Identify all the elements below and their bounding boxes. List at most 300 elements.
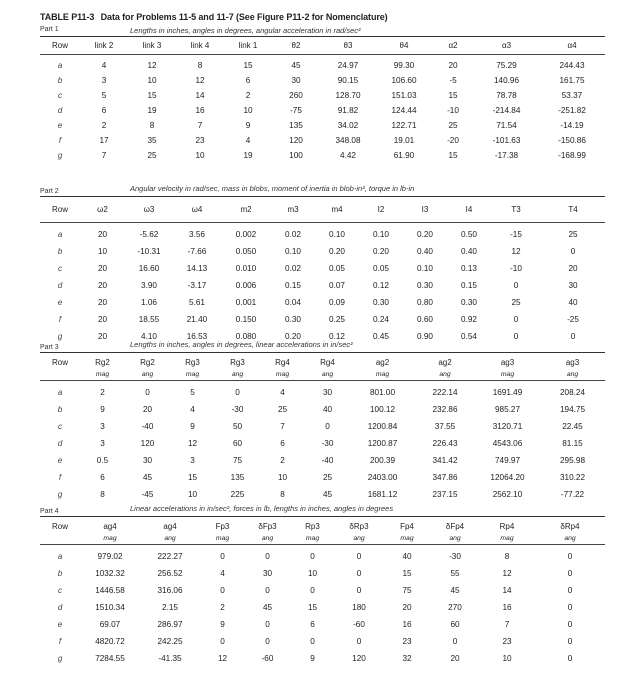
table-row (40, 650, 605, 667)
part4-subheader-1: mag (103, 535, 117, 543)
table-cell: 985.27 (494, 404, 521, 414)
table-cell: 9 (245, 120, 251, 130)
table-cell: 0.50 (461, 229, 477, 239)
part3-subheader-10: ang (566, 371, 579, 379)
table-cell: 208.24 (559, 387, 586, 397)
table-cell: 20 (97, 314, 108, 324)
part2-table (40, 198, 605, 345)
table-cell: 12 (195, 75, 205, 85)
table-cell: 37.55 (434, 421, 456, 431)
part2-header-9: I4 (465, 205, 473, 215)
table-cell: -10 (510, 263, 522, 273)
table-row (40, 486, 605, 503)
table-cell: 7 (101, 150, 107, 160)
table-cell: 10 (187, 489, 198, 499)
table-cell: 0.20 (285, 331, 301, 341)
table-cell: 6 (310, 619, 315, 629)
table-cell: 347.86 (432, 472, 458, 482)
part4-header-5: Rp3 (305, 521, 320, 531)
table-cell: 12 (502, 568, 512, 578)
row-label: d (57, 438, 63, 448)
table-cell: -40 (141, 421, 154, 431)
table-cell: 1681.12 (367, 489, 398, 499)
table-cell: 6 (280, 438, 285, 448)
table-cell: 4 (245, 135, 251, 145)
table-cell: 1691.49 (492, 387, 523, 397)
table-cell: 5.61 (189, 297, 205, 307)
table-cell: 14 (195, 90, 205, 100)
table-title-text: Data for Problems 11-5 and 11-7 (See Figure P11-2 for Nomenclature) (100, 12, 388, 22)
part4-header-9: Rp4 (499, 521, 515, 531)
table-cell: 0 (513, 331, 519, 341)
table-cell: 0.12 (373, 280, 389, 290)
table-cell: 16 (402, 619, 412, 629)
table-cell: 16.53 (186, 331, 208, 341)
table-cell: 16.60 (138, 263, 160, 273)
table-cell: 45 (142, 472, 153, 482)
table-cell: 10 (277, 472, 288, 482)
row-label: a (57, 387, 63, 397)
row-label: d (57, 280, 63, 290)
table-cell: 0 (567, 636, 573, 646)
table-cell: 0 (356, 568, 362, 578)
table-cell: 135 (230, 472, 245, 482)
table-cell: 20 (97, 263, 108, 273)
table-cell: 0.90 (417, 331, 433, 341)
part2-header-1: ω2 (97, 205, 108, 215)
part3-subheader-0 (40, 370, 80, 380)
table-cell: 100 (289, 150, 303, 160)
table-cell: 15 (147, 90, 157, 100)
table-cell: 0 (356, 585, 362, 595)
part1-table (40, 38, 605, 163)
table-cell: 3 (190, 455, 195, 465)
table-cell: 180 (352, 602, 366, 612)
table-row (40, 294, 605, 311)
table-cell: 20 (402, 602, 412, 612)
table-cell: 2.15 (162, 602, 178, 612)
table-cell: 18.55 (138, 314, 160, 324)
part3-header-9: ag3 (500, 357, 515, 367)
row-label: d (57, 602, 63, 612)
table-cell: 0.04 (285, 297, 301, 307)
table-cell: 0.13 (461, 263, 477, 273)
part3-header-8: ag2 (438, 357, 452, 367)
table-cell: 0 (310, 636, 315, 646)
table-cell: -150.86 (558, 135, 586, 145)
table-cell: 20 (448, 60, 458, 70)
table-row (40, 88, 605, 103)
table-cell: 14.13 (186, 263, 208, 273)
table-cell: 60 (450, 619, 460, 629)
part4-subheader-10: ang (564, 535, 576, 543)
part2-header-10: T3 (511, 205, 521, 215)
table-cell: -15 (510, 229, 522, 239)
table-cell: 256.52 (157, 568, 183, 578)
table-cell: 5 (190, 387, 195, 397)
table-cell: 0 (356, 551, 362, 561)
part3-subheader-6: ang (321, 371, 334, 379)
part2-header-6: m4 (331, 205, 343, 215)
table-cell: 2 (280, 455, 285, 465)
table-cell: 12 (147, 60, 157, 70)
table-cell: 0 (265, 551, 270, 561)
part1-header-2: link 3 (142, 41, 162, 51)
table-cell: -40 (321, 455, 334, 465)
table-cell: 0.24 (373, 314, 389, 324)
table-cell: 25 (147, 150, 157, 160)
table-row (40, 548, 605, 565)
part3-header-3: Rg3 (185, 357, 200, 367)
table-cell: 40 (322, 404, 333, 414)
table-cell: 3.90 (141, 280, 157, 290)
part3-header-0: Row (51, 357, 68, 367)
table-cell: 10 (307, 568, 318, 578)
table-cell: 2 (220, 602, 225, 612)
table-cell: 0 (513, 280, 519, 290)
table-cell: 19 (147, 105, 157, 115)
table-cell: 20 (568, 263, 578, 273)
row-label: f (58, 135, 62, 145)
table-cell: 124.44 (391, 105, 417, 115)
part3-label: Part 3 (40, 344, 59, 351)
table-row (40, 260, 605, 277)
table-cell: -20 (447, 135, 459, 145)
table-cell: 0.10 (329, 229, 345, 239)
table-cell: 30 (291, 75, 301, 85)
table-cell: 8 (149, 120, 155, 130)
row-label: g (57, 150, 63, 160)
part1-header-5: θ2 (291, 41, 301, 51)
table-cell: 1.06 (141, 297, 157, 307)
table-row (40, 401, 605, 418)
table-cell: 295.98 (559, 455, 586, 465)
table-cell: 81.15 (562, 438, 583, 448)
table-row (40, 311, 605, 328)
table-cell: 0.05 (329, 263, 345, 273)
table-cell: 4 (190, 404, 195, 414)
table-cell: 0 (567, 619, 573, 629)
part4-header-8: δFp4 (445, 521, 465, 531)
table-cell: 50 (232, 421, 243, 431)
table-cell: 10 (502, 653, 512, 663)
table-cell: 194.75 (559, 404, 586, 414)
table-cell: 151.03 (391, 90, 417, 100)
table-cell: -10.31 (137, 246, 161, 256)
part3-subheader-5: mag (275, 371, 290, 379)
table-cell: 242.25 (157, 636, 183, 646)
table-cell: 1446.58 (95, 585, 125, 595)
table-cell: 0.92 (461, 314, 477, 324)
table-cell: 4820.72 (95, 636, 125, 646)
part4-subheader-5: mag (305, 535, 320, 543)
table-cell: 0.02 (285, 229, 301, 239)
table-cell: 286.97 (157, 619, 183, 629)
table-cell: 0 (265, 636, 270, 646)
row-label: f (58, 314, 62, 324)
row-label: a (57, 60, 63, 70)
part2-header-11: T4 (568, 205, 578, 215)
table-cell: 30 (142, 455, 153, 465)
table-cell: 12064.20 (490, 472, 525, 482)
table-cell: 60 (232, 438, 243, 448)
table-cell: 0.60 (417, 314, 433, 324)
table-cell: 12 (187, 438, 198, 448)
table-cell: 0.080 (235, 331, 257, 341)
part4-subheader-8: ang (449, 535, 461, 543)
table-cell: 20 (97, 280, 108, 290)
table-cell: 2 (245, 90, 251, 100)
table-cell: 0.12 (329, 331, 345, 341)
table-cell: 32 (402, 653, 412, 663)
table-cell: 35 (147, 135, 157, 145)
part3-header-5: Rg4 (275, 357, 290, 367)
table-cell: 2403.00 (367, 472, 398, 482)
part1-header-9: α3 (501, 41, 512, 51)
table-cell: -251.82 (558, 105, 586, 115)
table-cell: 19.01 (393, 135, 415, 145)
part4-header-0: Row (51, 521, 68, 531)
table-cell: 75.29 (496, 60, 517, 70)
table-cell: 30 (262, 568, 273, 578)
table-cell: 0.30 (417, 280, 433, 290)
table-cell: 0.45 (373, 331, 389, 341)
part2-header-0: Row (51, 205, 68, 215)
part4-caption: Linear accelerations in in/sec², forces in lb, lengths in inches, angles in degrees (130, 504, 394, 513)
part3-header-6: Rg4 (320, 357, 335, 367)
table-cell: 0.80 (417, 297, 433, 307)
table-cell: 0.30 (285, 314, 301, 324)
part3-header-4: Rg3 (230, 357, 245, 367)
table-cell: 45 (291, 60, 301, 70)
part1-header-1: link 2 (94, 41, 114, 51)
table-cell: 1032.32 (95, 568, 125, 578)
table-row (40, 582, 605, 599)
table-cell: -3.17 (187, 280, 207, 290)
part1-header-4: link 1 (238, 41, 258, 51)
table-cell: 21.40 (186, 314, 208, 324)
part1-header-8: α2 (448, 41, 458, 51)
table-cell: -17.38 (494, 150, 519, 160)
part3-subheader-8: ang (439, 371, 451, 379)
part3-caption: Lengths in inches, angles in degrees, linear accelerations in in/sec² (130, 340, 353, 349)
part4-header-1: ag4 (103, 521, 117, 531)
table-cell: 260 (289, 90, 303, 100)
part4-top-rule (40, 516, 605, 517)
table-cell: 4 (280, 387, 285, 397)
table-cell: 0.40 (461, 246, 477, 256)
table-cell: 0.09 (329, 297, 345, 307)
table-cell: -25 (567, 314, 579, 324)
table-cell: 40 (402, 551, 412, 561)
table-cell: 0.07 (329, 280, 345, 290)
table-cell: -60 (353, 619, 365, 629)
part3-subheader-2: ang (141, 371, 154, 379)
table-cell: 0 (235, 387, 240, 397)
table-cell: 19 (243, 150, 253, 160)
table-cell: 15 (402, 568, 412, 578)
table-cell: 0.20 (373, 246, 389, 256)
table-cell: 0.050 (235, 246, 257, 256)
table-cell: 69.07 (99, 619, 121, 629)
part3-top-rule (40, 352, 605, 353)
table-cell: -30 (231, 404, 244, 414)
table-cell: 5 (101, 90, 107, 100)
table-cell: 0 (310, 551, 315, 561)
table-cell: 128.70 (335, 90, 361, 100)
table-cell: -77.22 (560, 489, 585, 499)
table-cell: 0.001 (235, 297, 257, 307)
table-row (40, 599, 605, 616)
part4-subheader-3: mag (215, 535, 230, 543)
table-cell: 4 (101, 60, 107, 70)
table-cell: 0 (570, 331, 576, 341)
table-cell: 24.97 (337, 60, 359, 70)
table-cell: 6 (100, 472, 105, 482)
table-cell: 226.43 (432, 438, 458, 448)
part4-header-2: ag4 (163, 521, 177, 531)
table-cell: 0.002 (235, 229, 257, 239)
table-cell: 0.30 (461, 297, 477, 307)
table-cell: 7 (197, 120, 203, 130)
table-cell: 0.010 (235, 263, 257, 273)
table-cell: 0 (265, 619, 270, 629)
table-row (40, 133, 605, 148)
part4-subheader-6: ang (353, 535, 365, 543)
table-cell: -168.99 (558, 150, 586, 160)
table-cell: 0.006 (235, 280, 257, 290)
table-cell: 7 (280, 421, 285, 431)
part3-header-7: ag2 (375, 357, 390, 367)
part3-subheader-9: mag (500, 371, 515, 379)
table-cell: 0 (265, 585, 270, 595)
table-cell: 232.86 (432, 404, 458, 414)
table-cell: 0 (220, 551, 225, 561)
part2-header-8: I3 (421, 205, 429, 215)
row-label: b (57, 246, 63, 256)
table-cell: -30 (321, 438, 334, 448)
table-cell: 71.54 (496, 120, 517, 130)
table-cell: 270 (448, 602, 462, 612)
row-label: b (57, 568, 63, 578)
table-cell: 0.10 (417, 263, 433, 273)
table-cell: 120 (140, 438, 155, 448)
table-cell: 1200.87 (367, 438, 398, 448)
table-cell: 20 (97, 297, 108, 307)
table-cell: 53.37 (561, 90, 583, 100)
table-cell: 0.25 (329, 314, 345, 324)
table-cell: 15 (243, 60, 253, 70)
table-cell: 25 (511, 297, 521, 307)
table-cell: 16 (195, 105, 205, 115)
table-cell: 45 (450, 585, 460, 595)
table-cell: -30 (449, 551, 461, 561)
table-cell: 9 (100, 404, 105, 414)
table-cell: 0.05 (373, 263, 389, 273)
table-cell: 0 (310, 585, 315, 595)
table-cell: 30 (568, 280, 578, 290)
table-cell: -214.84 (492, 105, 521, 115)
part2-top-rule (40, 196, 605, 197)
table-cell: 25 (277, 404, 288, 414)
table-row (40, 384, 605, 401)
part1-label: Part 1 (40, 26, 59, 33)
table-cell: 135 (289, 120, 303, 130)
table-cell: 0.20 (417, 229, 433, 239)
table-label: TABLE P11-3 (40, 12, 95, 22)
table-cell: 0 (220, 585, 225, 595)
table-cell: 10 (97, 246, 108, 256)
part1-header-3: link 4 (190, 41, 210, 51)
table-cell: 8 (197, 60, 203, 70)
table-cell: 75 (232, 455, 243, 465)
table-cell: 34.02 (337, 120, 359, 130)
row-label: a (57, 551, 63, 561)
table-cell: 8 (504, 551, 510, 561)
table-cell: 0.30 (373, 297, 389, 307)
row-label: c (57, 263, 63, 273)
table-cell: 9 (190, 421, 195, 431)
part4-subheader-2: ang (164, 535, 176, 543)
part4-subheader-7: mag (400, 535, 414, 543)
table-row (40, 103, 605, 118)
table-title (40, 12, 388, 22)
table-cell: 25 (448, 120, 458, 130)
table-cell: 0.5 (96, 455, 109, 465)
table-cell: 2 (100, 387, 105, 397)
table-cell: 0 (145, 387, 150, 397)
table-cell: 10 (243, 105, 253, 115)
table-row (40, 226, 605, 243)
table-cell: 55 (450, 568, 460, 578)
table-cell: 0 (567, 568, 573, 578)
table-cell: 4543.06 (492, 438, 523, 448)
table-cell: 3 (100, 421, 105, 431)
table-cell: 140.96 (493, 75, 520, 85)
table-cell: 20 (97, 331, 108, 341)
table-cell: 0.15 (285, 280, 301, 290)
part3-header-1: Rg2 (95, 357, 110, 367)
table-cell: 341.42 (432, 455, 458, 465)
part1-header-0: Row (51, 41, 68, 51)
table-cell: -10 (447, 105, 459, 115)
row-label: e (57, 297, 63, 307)
table-cell: 0 (325, 421, 330, 431)
table-cell: 4 (220, 568, 225, 578)
table-cell: 99.30 (393, 60, 415, 70)
table-cell: 237.15 (432, 489, 458, 499)
part4-table (40, 518, 605, 667)
table-cell: 122.71 (391, 120, 417, 130)
table-row (40, 452, 605, 469)
table-cell: 161.75 (559, 75, 585, 85)
table-cell: 0.15 (461, 280, 477, 290)
row-label: g (57, 653, 63, 663)
table-cell: 4.10 (141, 331, 157, 341)
table-cell: 244.43 (559, 60, 585, 70)
row-label: g (57, 331, 63, 341)
table-cell: 1510.34 (95, 602, 125, 612)
table-cell: -5 (449, 75, 457, 85)
part3-header-10: ag3 (565, 357, 580, 367)
table-row (40, 633, 605, 650)
table-cell: -75 (290, 105, 302, 115)
row-label: f (58, 636, 62, 646)
table-cell: 10 (147, 75, 157, 85)
table-cell: 316.06 (157, 585, 183, 595)
row-label: b (57, 75, 63, 85)
table-cell: 1200.84 (367, 421, 398, 431)
